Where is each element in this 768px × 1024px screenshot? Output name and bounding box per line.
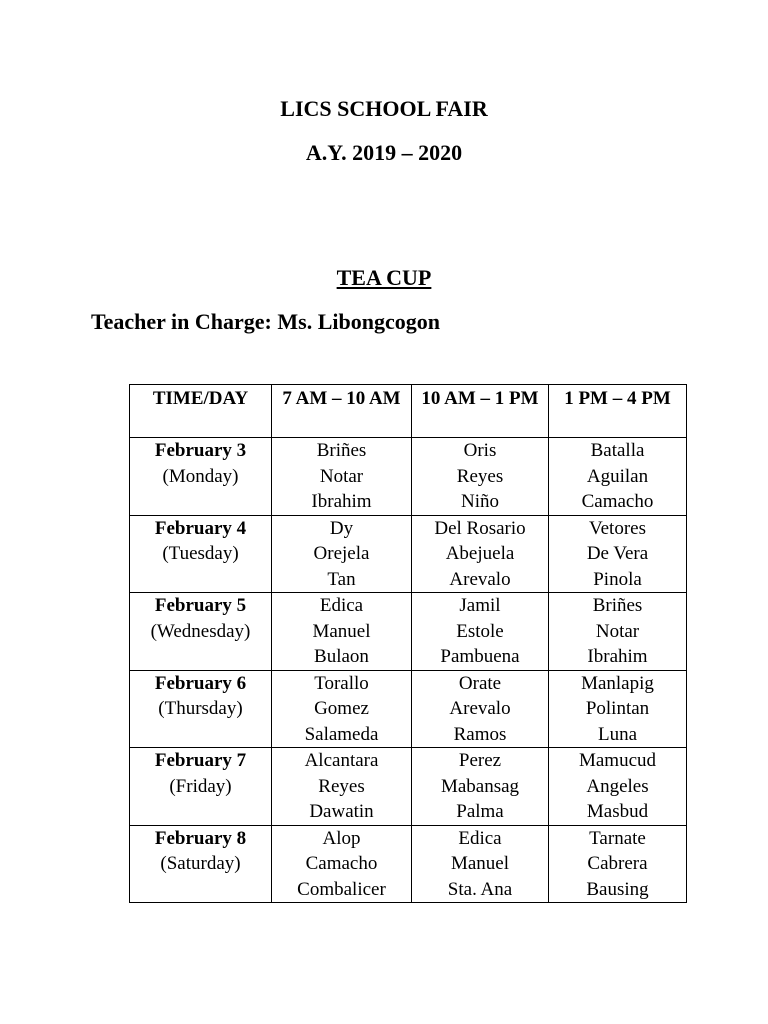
assigned-name: Ibrahim	[311, 491, 372, 512]
slot-cell	[272, 438, 412, 516]
header-slot-1: 7 AM – 10 AM	[272, 385, 412, 438]
assigned-name: Polintan	[585, 698, 650, 719]
assigned-name: Arevalo	[449, 568, 511, 590]
assigned-name: Briñes	[316, 440, 367, 461]
teacher-in-charge: Teacher in Charge: Ms. Libongcogon	[91, 309, 440, 334]
day-date: February 7	[154, 750, 247, 771]
assigned-name: Salameda	[304, 723, 379, 745]
slot-cell	[272, 670, 412, 748]
slot-cell	[272, 748, 412, 826]
assigned-name: Ramos	[453, 723, 507, 745]
assigned-name: Arevalo	[449, 698, 511, 719]
assigned-name: Palma	[456, 801, 504, 822]
assigned-name: Manlapig	[581, 672, 654, 694]
header-slot-2: 10 AM – 1 PM	[412, 385, 549, 438]
schedule-table	[129, 384, 687, 903]
assigned-name: Pinola	[593, 568, 642, 590]
day-name: (Wednesday)	[150, 620, 251, 642]
slot-cell	[549, 825, 687, 903]
assigned-name: Manuel	[312, 620, 371, 642]
assigned-name: Camacho	[305, 853, 378, 874]
assigned-name: Alop	[322, 827, 361, 849]
assigned-name: Cabrera	[587, 853, 648, 874]
assigned-name: Luna	[597, 723, 638, 745]
assigned-name: Orate	[458, 672, 502, 694]
slot-cell	[412, 593, 549, 671]
assigned-name: Combalicer	[297, 878, 386, 900]
table-row	[130, 515, 687, 593]
assigned-name: Bausing	[586, 878, 649, 900]
slot-cell	[549, 438, 687, 516]
assigned-name: Notar	[319, 465, 364, 487]
day-cell	[130, 515, 272, 593]
day-date: February 3	[154, 440, 247, 461]
assigned-name: Briñes	[592, 595, 643, 616]
assigned-name: Alcantara	[304, 750, 379, 771]
table-row	[130, 438, 687, 516]
assigned-name: Ibrahim	[587, 646, 648, 667]
assigned-name: Estole	[456, 620, 504, 642]
slot-cell	[549, 670, 687, 748]
day-cell	[130, 593, 272, 671]
day-name: (Thursday)	[158, 698, 243, 719]
assigned-name: Torallo	[314, 672, 369, 694]
assigned-name: Sta. Ana	[447, 878, 513, 900]
assigned-name: Vetores	[589, 517, 646, 539]
slot-cell	[412, 438, 549, 516]
assigned-name: Angeles	[586, 775, 649, 797]
slot-cell	[412, 748, 549, 826]
day-cell	[130, 825, 272, 903]
assigned-name: Dy	[329, 517, 354, 539]
assigned-name: Bulaon	[314, 646, 369, 667]
assigned-name: Mamucud	[578, 750, 657, 771]
assigned-name: Pambuena	[440, 646, 520, 667]
slot-cell	[412, 515, 549, 593]
assigned-name: Oris	[463, 440, 497, 461]
day-date: February 4	[154, 517, 247, 539]
assigned-name: Orejela	[313, 543, 370, 564]
day-name: (Monday)	[162, 465, 239, 487]
day-name: (Friday)	[169, 775, 232, 797]
table-header-row	[130, 385, 687, 438]
slot-cell	[549, 593, 687, 671]
document-title: LICS SCHOOL FAIR	[280, 96, 488, 121]
assigned-name: Reyes	[456, 465, 504, 487]
assigned-name: Reyes	[318, 775, 365, 797]
academic-year: A.Y. 2019 – 2020	[305, 140, 463, 165]
header-time-day: TIME/DAY	[130, 385, 272, 438]
slot-cell	[549, 748, 687, 826]
assigned-name: Abejuela	[445, 543, 515, 564]
assigned-name: Manuel	[450, 853, 510, 874]
table-row	[130, 670, 687, 748]
day-cell	[130, 748, 272, 826]
day-date: February 6	[154, 672, 247, 694]
slot-cell	[272, 515, 412, 593]
day-name: (Tuesday)	[162, 543, 239, 564]
assigned-name: Tarnate	[589, 827, 646, 849]
assigned-name: Aguilan	[586, 465, 649, 487]
assigned-name: De Vera	[586, 543, 649, 564]
table-row	[130, 825, 687, 903]
day-date: February 5	[154, 595, 247, 616]
assigned-name: Niño	[461, 491, 499, 512]
table-row	[130, 748, 687, 826]
table-row	[130, 593, 687, 671]
assigned-name: Gomez	[314, 698, 369, 719]
assigned-name: Mabansag	[440, 775, 520, 797]
assigned-name: Camacho	[581, 491, 654, 512]
day-cell	[130, 670, 272, 748]
assigned-name: Perez	[458, 750, 502, 771]
assigned-name: Batalla	[590, 440, 645, 461]
slot-cell	[412, 670, 549, 748]
assigned-name: Del Rosario	[434, 517, 526, 539]
section-title: TEA CUP	[336, 265, 432, 290]
day-cell	[130, 438, 272, 516]
slot-cell	[549, 515, 687, 593]
day-date: February 8	[154, 827, 247, 849]
assigned-name: Dawatin	[309, 801, 374, 822]
assigned-name: Masbud	[586, 801, 649, 822]
assigned-name: Edica	[319, 595, 364, 616]
slot-cell	[272, 593, 412, 671]
header-slot-3: 1 PM – 4 PM	[549, 385, 687, 438]
slot-cell	[412, 825, 549, 903]
slot-cell	[272, 825, 412, 903]
assigned-name: Jamil	[459, 595, 501, 616]
assigned-name: Edica	[458, 827, 502, 849]
assigned-name: Notar	[595, 620, 640, 642]
day-name: (Saturday)	[160, 853, 241, 874]
assigned-name: Tan	[327, 568, 356, 590]
schedule-body	[130, 438, 687, 903]
